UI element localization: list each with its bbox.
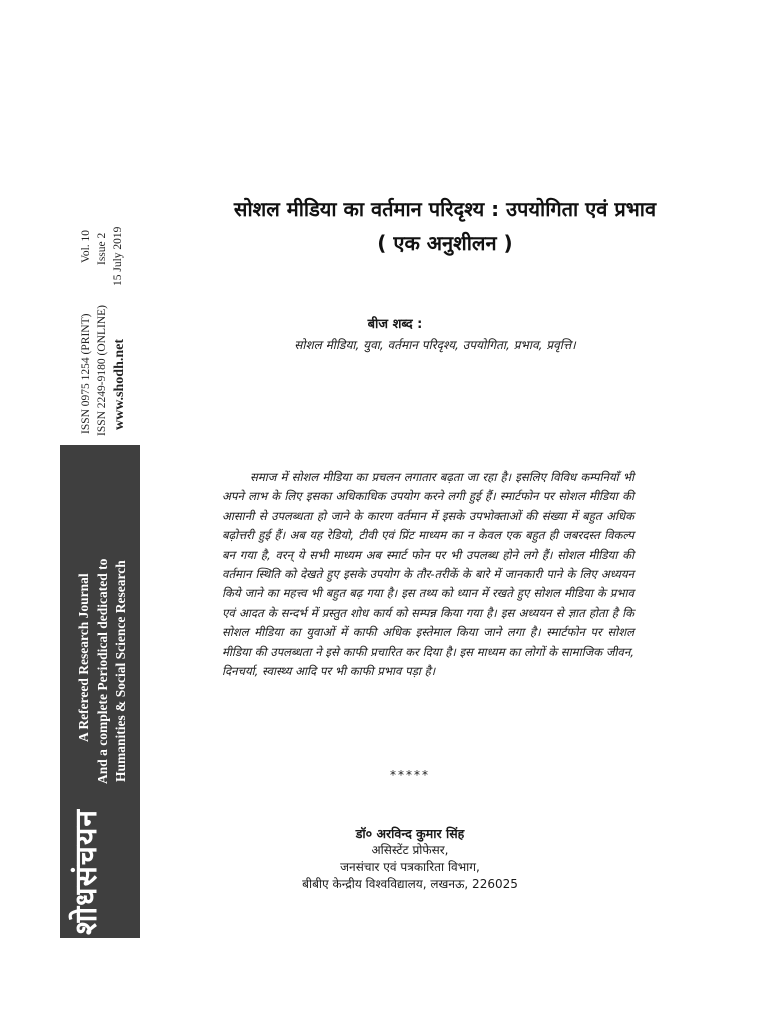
author-block xyxy=(270,825,550,893)
author-designation: असिस्टेंट प्रोफेसर, xyxy=(371,843,449,857)
journal-website: www.shodh.net xyxy=(112,338,127,430)
keywords-heading: बीज शब्द : xyxy=(367,317,423,332)
article-title-line1: सोशल मीडिया का वर्तमान परिदृश्य : उपयोगिता एवं प्रभाव xyxy=(233,197,657,221)
section-separator: ***** xyxy=(390,768,430,782)
article-title xyxy=(155,192,735,260)
author-name: डॉ० अरविन्द कुमार सिंह xyxy=(355,826,465,841)
abstract-paragraph: समाज में सोशल मीडिया का प्रचलन लगातार बढ़ता जा रहा है। इसलिए विविध कम्पनियाँ भी अपने लाभ के लिए इसका अधिकाधिक उपयोग करने लगी हुई हैं। स्मार्टफोन पर सोशल मीडिया की आसानी से उपलब्धता हो जाने के कारण वर्तमान में इसके उपभोक्ताओं की संख्या में बहुत अधिक बढ़ोत्तरी हुई हैं। अब यह रेडियो, टीवी एवं प्रिंट माध्यम का न केवल एक बहुत ही जबरदस्त विकल्प बन गया है, वरन् ये सभी माध्यम अब स्मार्ट फोन पर भी उपलब्ध होने लगे हैं। सोशल मीडिया की वर्तमान स्थिति को देखते हुए इसके उपयोग के तौर-तरीकें के बारे में जानकारी पाने के लिए अध्ययन किये जाने का महत्त्व भी बहुत बढ़ गया है। इस तथ्य को ध्यान में रखते हुए सोशल मीडिया के प्रभाव एवं आदत के सन्दर्भ में प्रस्तुत शोध कार्य को सम्पन्न किया गया है। इस अध्ययन से ज्ञात होता है कि सोशल मीडिया का युवाओं में काफी अधिक इस्तेमाल किया जाने लगा है। स्मार्टफोन पर सोशल मीडिया की उपलब्धता ने इसे काफी प्रचारित कर दिया है। इस माध्यम का लोगों के सामाजिक जीवन, दिनचर्या, स्वास्थ्य आदि पर भी काफी प्रभाव पड़ा है। xyxy=(222,470,634,679)
journal-tagline-line1: A Refereed Research Journal xyxy=(76,573,91,742)
journal-volume: Vol. 10 xyxy=(80,229,92,263)
journal-date: 15 July 2019 xyxy=(112,226,124,286)
journal-tagline-line2: And a complete Periodical dedicated to xyxy=(95,558,110,784)
issn-print: ISSN 0975 1254 (PRINT) xyxy=(80,313,92,434)
journal-issue: Issue 2 xyxy=(96,232,108,265)
author-university: बीबीए केन्द्रीय विश्वविद्यालय, लखनऊ, 226025 xyxy=(302,877,518,891)
keywords-list: सोशल मीडिया, युवा, वर्तमान परिदृश्य, उपयोगिता, प्रभाव, प्रवृत्ति। xyxy=(294,338,576,352)
journal-tagline-line3: Humanities & Social Science Research xyxy=(113,560,128,782)
journal-brand-logo: शोधसंचयन xyxy=(69,809,104,935)
author-department: जनसंचार एवं पत्रकारिता विभाग, xyxy=(340,860,480,874)
issn-online: ISSN 2249-9180 (ONLINE) xyxy=(96,305,108,436)
article-title-line2: ( एक अनुशीलन ) xyxy=(377,231,513,255)
